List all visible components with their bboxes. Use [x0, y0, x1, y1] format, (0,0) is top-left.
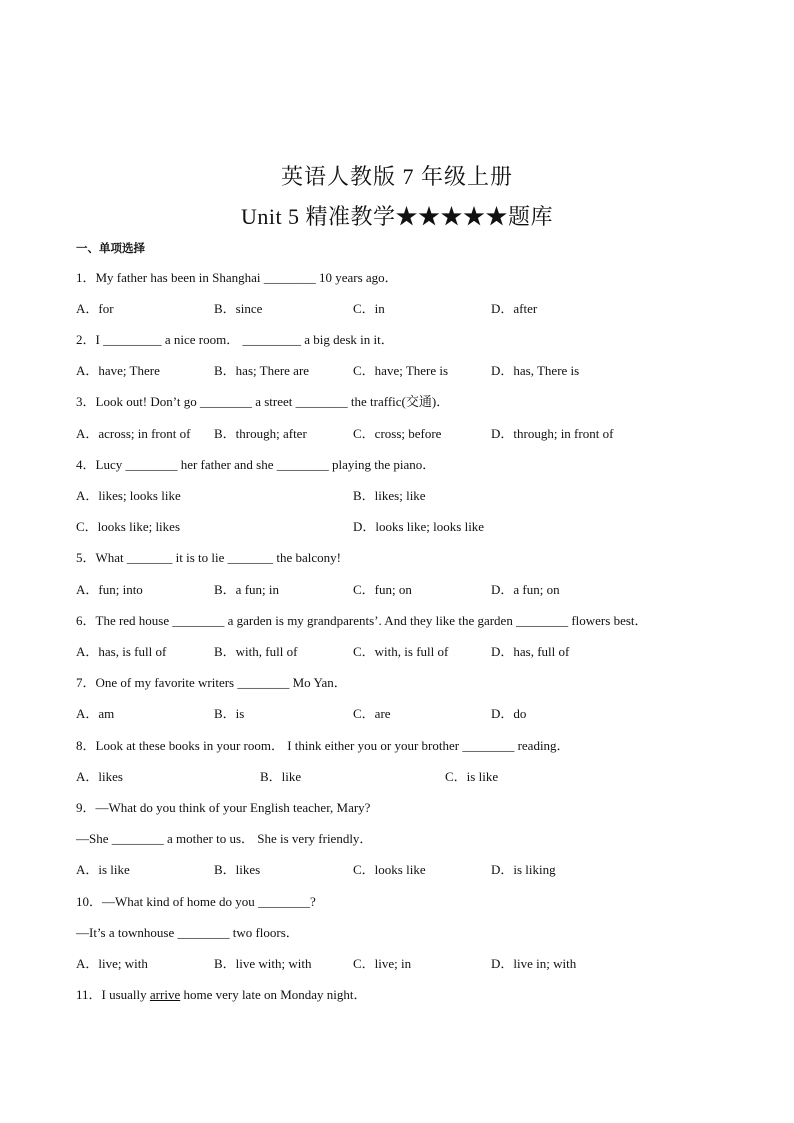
question-7-option-d: D．do [491, 706, 527, 721]
question-10-option-c: C．live; in [353, 956, 412, 971]
question-11-suffix: home very late on Monday night． [180, 987, 367, 1002]
question-4-text: 4．Lucy ________ her father and she ________ playing the piano． [76, 457, 436, 472]
question-6-option-b: B．with, full of [214, 644, 298, 659]
question-7-option-c: C．are [353, 706, 391, 721]
question-9-text-line-2: —She ________ a mother to us． She is very friendly． [76, 831, 373, 846]
question-7-option-b: B．is [214, 706, 245, 721]
question-2-text: 2．I _________ a nice room． _________ a big desk in it． [76, 332, 394, 347]
page-title: 英语人教版 7 年级上册 [280, 164, 513, 189]
section-heading: 一、单项选择 [76, 241, 145, 255]
question-6-option-c: C．with, is full of [353, 644, 449, 659]
question-8-option-a: A．likes [76, 769, 123, 784]
question-1-option-a: A．for [76, 301, 114, 316]
question-4-option-d: D．looks like; looks like [353, 519, 485, 534]
question-11-prefix: 11．I usually [76, 987, 150, 1002]
question-10-text-line-2: —It’s a townhouse ________ two floors． [76, 925, 299, 940]
question-9-option-d: D．is liking [491, 862, 556, 877]
question-11-underlined-word: arrive [149, 987, 181, 1002]
question-4-option-a: A．likes; looks like [76, 488, 181, 503]
question-7-text: 7．One of my favorite writers ________ Mo Yan． [76, 675, 347, 690]
question-1-text: 1．My father has been in Shanghai ________ 10 years ago． [76, 270, 398, 285]
question-6-option-d: D．has, full of [491, 644, 570, 659]
question-5-option-b: B．a fun; in [214, 582, 279, 597]
question-8-option-b: B．like [260, 769, 302, 784]
question-1-option-d: D．after [491, 301, 538, 316]
question-5-option-a: A．fun; into [76, 582, 143, 597]
question-1-option-b: B．since [214, 301, 263, 316]
question-10-option-d: D．live in; with [491, 956, 577, 971]
question-6-option-a: A．has, is full of [76, 644, 167, 659]
page-subtitle: Unit 5 精准教学★★★★★题库 [240, 204, 554, 229]
question-2-option-d: D．has, There is [491, 363, 580, 378]
question-9-text: 9．—What do you think of your English teacher, Mary? [76, 800, 371, 815]
question-8-option-c: C．is like [445, 769, 499, 784]
question-5-text: 5．What _______ it is to lie _______ the balcony! [76, 550, 342, 565]
question-3-text: 3．Look out! Don’t go ________ a street ________ the traffic(交通)． [76, 394, 450, 409]
question-10-option-b: B．live with; with [214, 956, 312, 971]
question-9-option-c: C．looks like [353, 862, 426, 877]
question-9-option-a: A．is like [76, 862, 130, 877]
question-3-option-b: B．through; after [214, 426, 307, 441]
question-5-option-c: C．fun; on [353, 582, 412, 597]
question-9-option-b: B．likes [214, 862, 261, 877]
question-2-option-c: C．have; There is [353, 363, 449, 378]
question-8-text: 8．Look at these books in your room． I think either you or your brother ________ reading． [76, 738, 570, 753]
question-7-option-a: A．am [76, 706, 115, 721]
question-2-option-a: A．have; There [76, 363, 160, 378]
question-3-option-c: C．cross; before [353, 426, 442, 441]
question-11-text [76, 984, 367, 1003]
question-5-option-d: D．a fun; on [491, 582, 560, 597]
question-10-text: 10．—What kind of home do you ________? [76, 894, 316, 909]
question-4-option-c: C．looks like; likes [76, 519, 181, 534]
question-4-option-b: B．likes; like [353, 488, 426, 503]
question-6-text: 6．The red house ________ a garden is my grandparents’. And they like the garden ________ flowers best． [76, 613, 648, 628]
question-3-option-d: D．through; in front of [491, 426, 614, 441]
question-3-option-a: A．across; in front of [76, 426, 191, 441]
question-1-option-c: C．in [353, 301, 385, 316]
question-2-option-b: B．has; There are [214, 363, 310, 378]
question-10-option-a: A．live; with [76, 956, 148, 971]
